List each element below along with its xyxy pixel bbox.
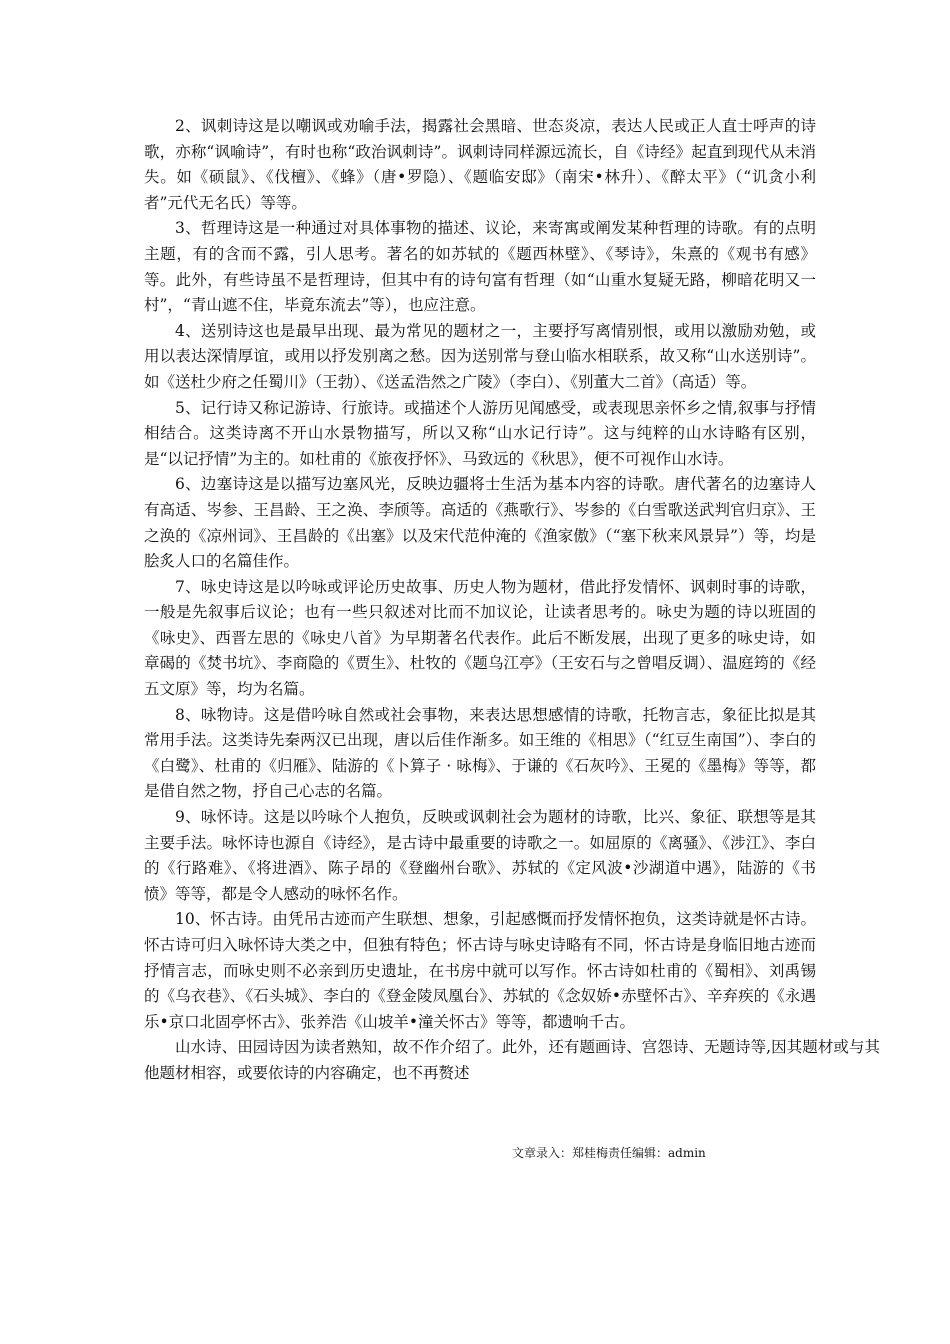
paragraph-history-poetry: 7、咏史诗这是以吟咏或评论历史故事、历史人物为题材，借此抒发情怀、讽刺时事的诗歌，一般是先叙事后议论；也有一些只叙述对比而不加议论，让读者思考的。咏史为题的诗以班固的《咏史》、西晋左思的《咏史八首》为早期著名代表作。此后不断发展，出现了更多的咏史诗，如章碣的《焚书坑》、李商隐的《贾生》、杜牧的《题乌江亭》（王安石与之曾唱反调）、温庭筠的《经五文原》等，均为名篇。 <box>144 577 816 699</box>
paragraph-closing: 山水诗、田园诗因为读者熟知，故不作介绍了。此外，还有题画诗、宫怨诗、无题诗等,因其题材或与其他题材相容，或要依诗的内容确定，也不再赘述 <box>144 1038 880 1082</box>
paragraph-satire-poetry: 2、讽刺诗这是以嘲讽或劝喻手法，揭露社会黑暗、世态炎凉，表达人民或正人直士呼声的诗歌，亦称“讽喻诗”，有时也称“政治讽刺诗”。讽刺诗同样源远流长，自《诗经》起直到现代从未消失。如《硕鼠》、《伐檀》、《蜂》（唐•罗隐）、《题临安邸》（南宋•林升）、《醉太平》（“讥贪小利者”元代无名氏）等等。 <box>144 117 816 212</box>
paragraph-nostalgia-poetry: 10、怀古诗。由凭吊古迹而产生联想、想象，引起感慨而抒发情怀抱负，这类诗就是怀古诗。怀古诗可归入咏怀诗大类之中，但独有特色；怀古诗与咏史诗略有不同，怀古诗是身临旧地古迹而抒情言志，而咏史则不必亲到历史遗址，在书房中就可以写作。怀古诗如杜甫的《蜀相》、刘禹锡的《乌衣巷》、《石头城》、李白的《登金陵凤凰台》、苏轼的《念奴娇•赤壁怀古》、辛弃疾的《永遇乐•京口北固亭怀古》、张养浩《山坡羊•潼关怀古》等等，都遗响千古。 <box>144 910 816 1031</box>
article-footer-credits: 文章录入：郑桂梅责任编辑：admin <box>512 1146 706 1160</box>
article-body <box>144 114 880 1087</box>
paragraph-sentiment-poetry: 9、咏怀诗。这是以吟咏个人抱负，反映或讽刺社会为题材的诗歌，比兴、象征、联想等是其主要手法。咏怀诗也源自《诗经》，是古诗中最重要的诗歌之一。如屈原的《离骚》、《涉江》、李白的《行路难》、《将进酒》、陈子昂的《登幽州台歌》、苏轼的《定风波•沙湖道中遇》，陆游的《书愤》等等，都是令人感动的咏怀名作。 <box>144 808 816 903</box>
paragraph-object-poetry: 8、咏物诗。这是借吟咏自然或社会事物，来表达思想感情的诗歌，托物言志，象征比拟是其常用手法。这类诗先秦两汉已出现，唐以后佳作渐多。如王维的《相思》（“红豆生南国”）、李白的《白鹭》、杜甫的《归雁》、陆游的《卜算子 · 咏梅》、于谦的《石灰吟》、王冕的《墨梅》等等，都是借自然之物，抒自己心志的名篇。 <box>144 705 816 801</box>
paragraph-frontier-poetry: 6、边塞诗这是以描写边塞风光，反映边疆将士生活为基本内容的诗歌。唐代著名的边塞诗人有高适、岑参、王昌龄、王之涣、李颀等。高适的《燕歌行》、岑参的《白雪歌送武判官归京》、王之涣的《凉州词》、王昌龄的《出塞》以及宋代范仲淹的《渔家傲》（“塞下秋来风景异”）等，均是脍炙人口的名篇佳作。 <box>144 475 816 571</box>
paragraph-travel-poetry: 5、记行诗又称记游诗、行旅诗。或描述个人游历见闻感受，或表现思亲怀乡之情,叙事与抒情相结合。这类诗离不开山水景物描写，所以又称“山水记行诗”。这与纯粹的山水诗略有区别，是“以记抒情”为主的。如杜甫的《旅夜抒怀》、马致远的《秋思》，便不可视作山水诗。 <box>144 398 816 468</box>
paragraph-farewell-poetry: 4、送别诗这也是最早出现、最为常见的题材之一，主要抒写离情别恨，或用以激励劝勉，或用以表达深情厚谊，或用以抒发别离之愁。因为送别常与登山临水相联系，故又称“山水送别诗”。如《送杜少府之任蜀川》（王勃）、《送孟浩然之广陵》（李白）、《别董大二首》（高适）等。 <box>144 321 816 391</box>
paragraph-philosophical-poetry: 3、哲理诗这是一种通过对具体事物的描述、议论，来寄寓或阐发某种哲理的诗歌。有的点明主题，有的含而不露，引人思考。著名的如苏轼的《题西林壁》、《琴诗》，朱熹的《观书有感》等。此外，有些诗虽不是哲理诗，但其中有的诗句富有哲理（如“山重水复疑无路，柳暗花明又一村”，“青山遮不住，毕竟东流去”等），也应注意。 <box>144 219 816 315</box>
